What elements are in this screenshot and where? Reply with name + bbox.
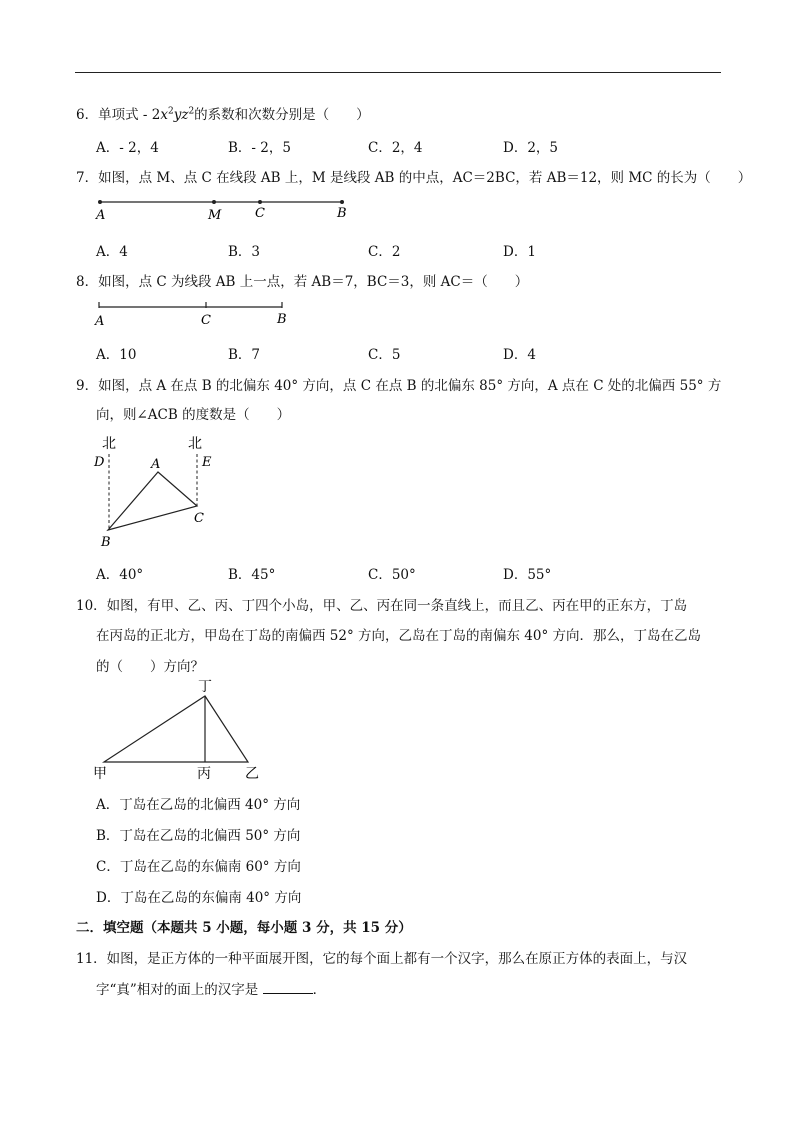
option-c[interactable]: C．2: [368, 244, 401, 260]
header-rule: [75, 72, 721, 73]
north-label: 北: [102, 436, 116, 452]
option-c[interactable]: C．2，4: [368, 140, 423, 156]
question-10-line-3: 的（ ）方向？: [96, 659, 204, 675]
label-ding: 丁: [198, 679, 212, 695]
exponent: 2: [188, 106, 195, 117]
option-c[interactable]: C．50°: [368, 567, 416, 583]
option-b[interactable]: B．- 2，5: [228, 140, 291, 156]
label-a: A: [96, 208, 106, 223]
option-b[interactable]: B．45°: [228, 567, 276, 583]
point-a: [98, 200, 102, 204]
label-c: C: [255, 206, 265, 221]
question-number: 6．: [76, 107, 99, 123]
point-c: [258, 200, 262, 204]
exponent: 2: [167, 106, 174, 117]
answer-blank[interactable]: [263, 981, 313, 994]
label-m: M: [208, 208, 222, 223]
triangle-islands: [104, 696, 248, 762]
question-text: 单项式 - 2: [98, 107, 161, 123]
q10-islands-figure: [88, 676, 268, 782]
label-yi: 乙: [245, 766, 259, 782]
question-7-text: 7．如图，点 M、点 C 在线段 AB 上，M 是线段 AB 的中点，AC＝2BC，若 AB＝12，则 MC 的长为（ ）: [76, 170, 752, 186]
question-9-line-2: 向，则∠ACB 的度数是（ ）: [96, 407, 291, 423]
option-d[interactable]: D．2，5: [503, 140, 559, 156]
section-heading: 二．填空题（本题共 5 小题，每小题 3 分，共 15 分）: [76, 920, 412, 936]
option-b[interactable]: B．7: [228, 347, 261, 363]
option-d[interactable]: D．4: [503, 347, 536, 363]
option-a[interactable]: A．丁岛在乙岛的北偏西 40° 方向: [96, 797, 301, 813]
label-d: D: [94, 455, 105, 470]
question-text: 的系数和次数分别是（ ）: [194, 107, 370, 123]
question-10-line-1: 10．如图，有甲、乙、丙、丁四个小岛，甲、乙、丙在同一条直线上，而且乙、丙在甲的正东方，丁岛: [76, 598, 688, 614]
option-b[interactable]: B．丁岛在乙岛的北偏西 50° 方向: [96, 828, 301, 844]
point-m: [212, 200, 216, 204]
option-a[interactable]: A．40°: [96, 567, 144, 583]
label-b: B: [101, 535, 111, 550]
question-10-line-2: 在丙岛的正北方，甲岛在丁岛的南偏西 52° 方向，乙岛在丁岛的南偏东 40° 方向．那么，丁岛在乙岛: [96, 628, 702, 644]
option-a[interactable]: A．10: [96, 347, 137, 363]
question-11-line-1: 11．如图，是正方体的一种平面展开图，它的每个面上都有一个汉字，那么在原正方体的表面上，与汉: [76, 951, 688, 967]
triangle-abc: [108, 472, 197, 530]
label-b: B: [337, 206, 347, 221]
label-bing: 丙: [197, 766, 211, 782]
option-c[interactable]: C．丁岛在乙岛的东偏南 60° 方向: [96, 859, 301, 875]
option-d[interactable]: D．1: [503, 244, 536, 260]
north-label: 北: [188, 436, 202, 452]
option-d[interactable]: D．55°: [503, 567, 552, 583]
question-11-line-2: [96, 978, 326, 998]
option-b[interactable]: B．3: [228, 244, 261, 260]
option-c[interactable]: C．5: [368, 347, 401, 363]
label-a: A: [151, 457, 161, 472]
q7-segment-figure: [90, 192, 360, 224]
label-b: B: [277, 312, 287, 327]
period: ．: [312, 982, 327, 998]
label-a: A: [95, 314, 105, 329]
question-6: [76, 103, 370, 123]
point-b: [340, 200, 344, 204]
var-yz: yz: [173, 107, 189, 123]
q8-segment-figure: [90, 298, 300, 330]
question-text: 字“真”相对的面上的汉字是: [96, 982, 259, 998]
label-c: C: [194, 511, 204, 526]
q9-direction-figure: [88, 430, 223, 552]
var-x: x: [160, 107, 168, 123]
option-a[interactable]: A．4: [96, 244, 128, 260]
option-a[interactable]: A．- 2，4: [96, 140, 159, 156]
option-d[interactable]: D．丁岛在乙岛的东偏南 40° 方向: [96, 890, 302, 906]
question-8-text: 8．如图，点 C 为线段 AB 上一点，若 AB＝7，BC＝3，则 AC＝（ ）: [76, 274, 529, 290]
label-jia: 甲: [93, 766, 107, 782]
question-9-line-1: 9．如图，点 A 在点 B 的北偏东 40° 方向，点 C 在点 B 的北偏东 85° 方向，A 点在 C 处的北偏西 55° 方: [76, 378, 722, 394]
label-c: C: [201, 313, 211, 328]
label-e: E: [202, 455, 212, 470]
